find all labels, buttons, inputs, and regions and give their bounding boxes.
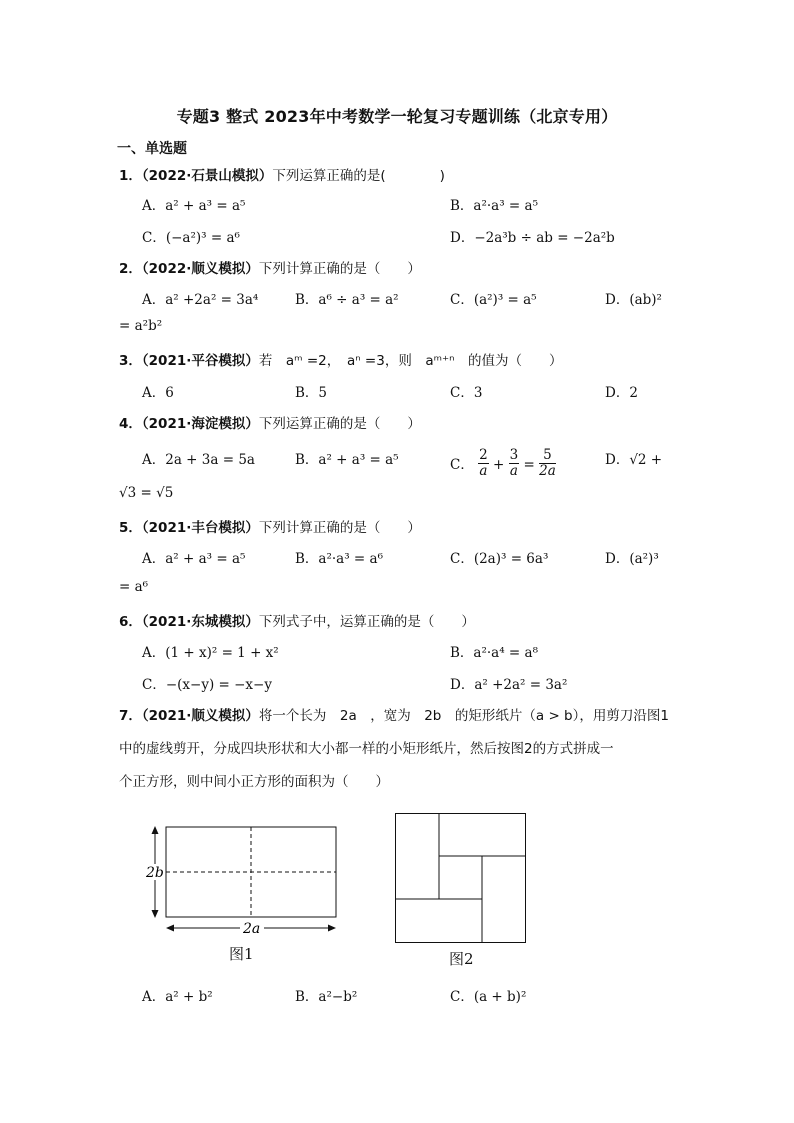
option-3b: B．5 [295, 385, 328, 401]
numerator: 5 [539, 448, 556, 464]
question-7-line-3: 个正方形，则中间小正方形的面积为（ ） [119, 774, 389, 790]
question-1 [119, 165, 445, 187]
option-2d-continuation: = a²b² [119, 318, 163, 334]
option-1a: A．a² + a³ = a⁵ [142, 198, 246, 214]
denominator: a [509, 463, 518, 479]
option-4c-label: C． [450, 457, 474, 473]
question-5 [119, 517, 421, 539]
option-2d: D．(ab)² [605, 292, 662, 308]
arrow-right [328, 925, 336, 932]
numerator: 3 [509, 447, 519, 463]
width-label: 2a [243, 921, 261, 937]
question-stem: 下列计算正确的是（ ） [258, 520, 421, 536]
page-title: 专题3 整式 2023年中考数学一轮复习专题训练（北京专用） [176, 107, 618, 126]
question-stem: 下列运算正确的是（ ） [258, 416, 421, 432]
question-stem: 若 aᵐ =2， aⁿ =3，则 aᵐ⁺ⁿ 的值为（ ） [258, 353, 563, 369]
denominator: a [479, 463, 488, 479]
option-7b: B．a²−b² [295, 989, 358, 1005]
question-7-line-2: 中的虚线剪开，分成四块形状和大小都一样的小矩形纸片，然后按图2的方式拼成一 [119, 741, 614, 757]
fraction-2 [509, 448, 520, 479]
question-number: 6． [119, 614, 142, 630]
question-3 [119, 350, 563, 372]
option-4d: D．√2 + [605, 452, 663, 468]
option-5d: D．(a²)³ [605, 551, 659, 567]
question-source: （2021·平谷模拟） [141, 353, 259, 369]
arrow-up [152, 826, 159, 834]
question-stem: 下列计算正确的是（ ） [258, 261, 421, 277]
option-1b: B．a²·a³ = a⁵ [450, 198, 538, 214]
option-4d-continuation: √3 = √5 [119, 485, 174, 501]
figure-2-square-diagram [394, 812, 528, 946]
question-source: （2021·丰台模拟） [141, 520, 259, 536]
option-4a: A．2a + 3a = 5a [142, 452, 255, 468]
option-2b: B．a⁶ ÷ a³ = a² [295, 292, 399, 308]
question-number: 7． [119, 708, 142, 724]
option-4b: B．a² + a³ = a⁵ [295, 452, 399, 468]
question-stem: 将一个长为 2a ，宽为 2b 的矩形纸片（a > b），用剪刀沿图1 [258, 708, 669, 724]
option-5a: A．a² + a³ = a⁵ [142, 551, 246, 567]
question-source: （2022·顺义模拟） [141, 261, 259, 277]
question-6 [119, 611, 475, 633]
option-6d: D．a² +2a² = 3a² [450, 677, 568, 693]
question-stem: 下列式子中，运算正确的是（ ） [258, 614, 475, 630]
outer-square [396, 814, 526, 943]
arrow-down [152, 910, 159, 918]
fraction-1 [478, 448, 489, 479]
option-3d: D．2 [605, 385, 638, 401]
option-5b: B．a²·a³ = a⁶ [295, 551, 383, 567]
question-number: 2． [119, 261, 142, 277]
option-2c: C．(a²)³ = a⁵ [450, 292, 537, 308]
question-source: （2022·石景山模拟） [141, 168, 273, 184]
option-3a: A．6 [142, 385, 174, 401]
option-5d-continuation: = a⁶ [119, 579, 149, 595]
option-6a: A．(1 + x)² = 1 + x² [142, 645, 279, 661]
figure-1-caption: 图1 [229, 945, 254, 963]
option-6b: B．a²·a⁴ = a⁸ [450, 645, 538, 661]
option-5c: C．(2a)³ = 6a³ [450, 551, 549, 567]
height-label: 2b [146, 865, 164, 881]
figure-2-caption: 图2 [449, 950, 474, 968]
question-number: 1． [119, 168, 142, 184]
section-heading: 一、单选题 [117, 141, 187, 157]
numerator: 2 [479, 447, 488, 463]
question-source: （2021·海淀模拟） [141, 416, 259, 432]
option-1d: D．−2a³b ÷ ab = −2a²b [450, 230, 615, 246]
option-3c: C．3 [450, 385, 483, 401]
equals-sign: = [523, 457, 535, 473]
question-7 [119, 700, 679, 799]
option-7c: C．(a + b)² [450, 989, 527, 1005]
question-source: （2021·顺义模拟） [141, 708, 259, 724]
option-6c: C．−(x−y) = −x−y [142, 677, 272, 693]
question-2 [119, 258, 421, 280]
arrow-left [166, 925, 174, 932]
question-number: 3． [119, 353, 142, 369]
fraction-3 [539, 448, 556, 479]
option-1c: C．(−a²)³ = a⁶ [142, 230, 240, 246]
question-source: （2021·东城模拟） [141, 614, 259, 630]
plus-sign: + [493, 457, 505, 473]
option-2a: A．a² +2a² = 3a⁴ [142, 292, 259, 308]
denominator: 2a [539, 463, 556, 479]
question-number: 5． [119, 520, 142, 536]
question-number: 4． [119, 416, 142, 432]
figure-1-rectangle-diagram [140, 820, 350, 940]
option-7a: A．a² + b² [142, 989, 213, 1005]
question-4 [119, 413, 421, 435]
option-4c [450, 447, 556, 481]
question-7-line-1 [119, 700, 679, 733]
question-stem: 下列运算正确的是( ) [272, 168, 445, 184]
